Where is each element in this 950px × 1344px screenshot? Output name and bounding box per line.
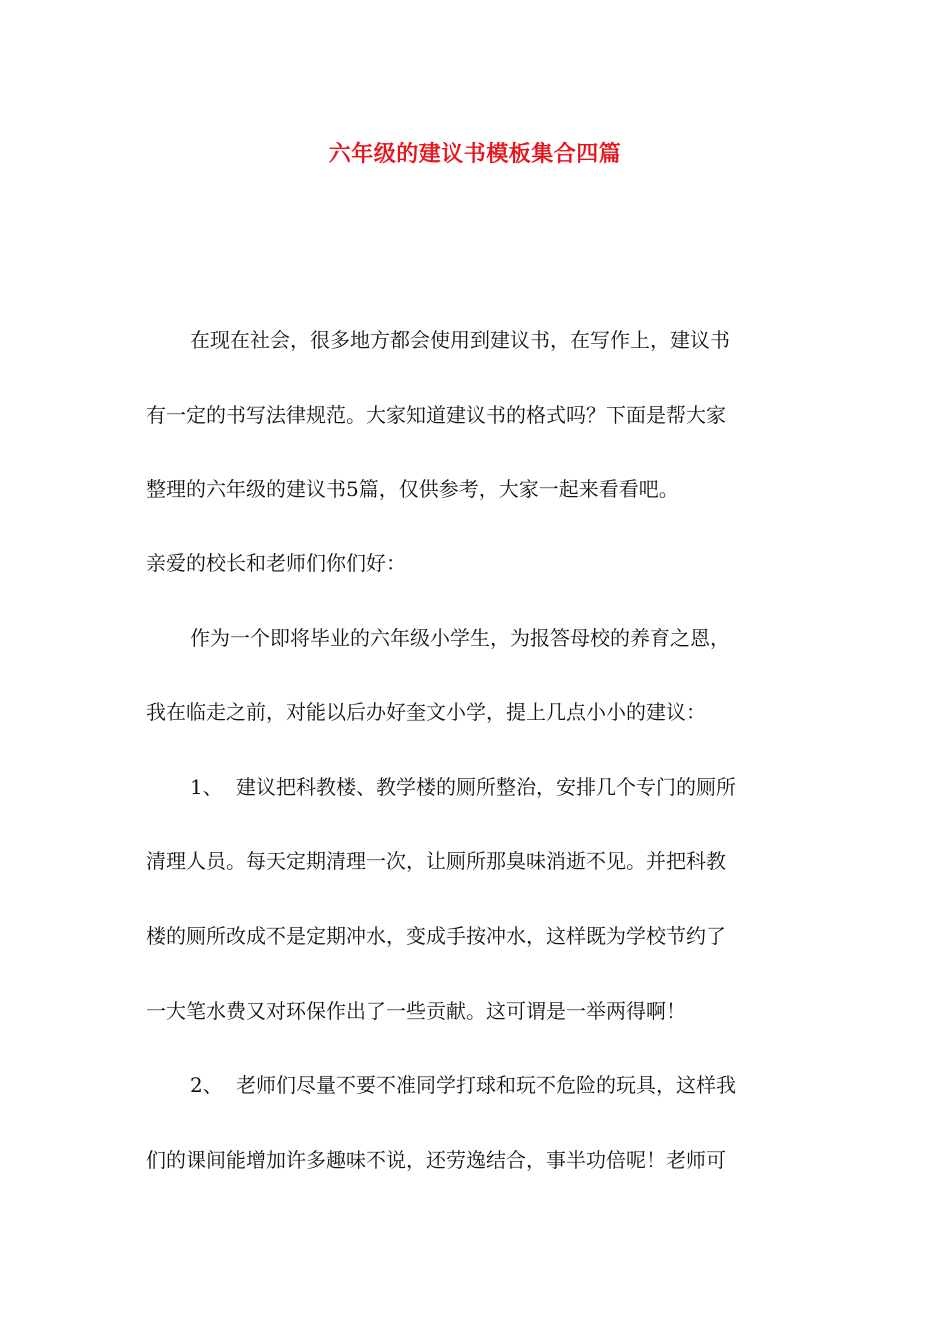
suggestion-2-first-line <box>190 1067 810 1103</box>
suggestion-1-line-4: 一大笔水费又对环保作出了一些贡献。这可谓是一举两得啊！ <box>146 999 686 1023</box>
suggestion-2-number: 2、 <box>190 1073 223 1097</box>
suggestion-1-line-2: 清理人员。每天定期清理一次，让厕所那臭味消逝不见。并把科教 <box>146 849 726 873</box>
suggestion-1-line-3: 楼的厕所改成不是定期冲水，变成手按冲水，这样既为学校节约了 <box>146 924 726 948</box>
suggestion-2-text: 老师们尽量不要不准同学打球和玩不危险的玩具，这样我 <box>236 1073 736 1097</box>
opening-line-1: 作为一个即将毕业的六年级小学生，为报答母校的养育之恩， <box>190 626 730 650</box>
suggestion-1-first-line <box>190 769 810 805</box>
document-title: 六年级的建议书模板集合四篇 <box>328 141 622 167</box>
opening-line-2: 我在临走之前，对能以后办好奎文小学，提上几点小小的建议： <box>146 700 706 724</box>
suggestion-1-text: 建议把科教楼、教学楼的厕所整治，安排几个专门的厕所 <box>236 775 736 799</box>
suggestion-1-number: 1、 <box>190 775 223 799</box>
intro-line-2: 有一定的书写法律规范。大家知道建议书的格式吗？下面是帮大家 <box>146 403 726 427</box>
intro-line-3: 整理的六年级的建议书5篇，仅供参考，大家一起来看看吧。 <box>146 477 679 501</box>
suggestion-2-line-2: 们的课间能增加许多趣味不说，还劳逸结合，事半功倍呢！老师可 <box>146 1148 726 1172</box>
intro-line-1: 在现在社会，很多地方都会使用到建议书，在写作上，建议书 <box>190 328 730 352</box>
salutation: 亲爱的校长和老师们你们好： <box>146 551 406 575</box>
